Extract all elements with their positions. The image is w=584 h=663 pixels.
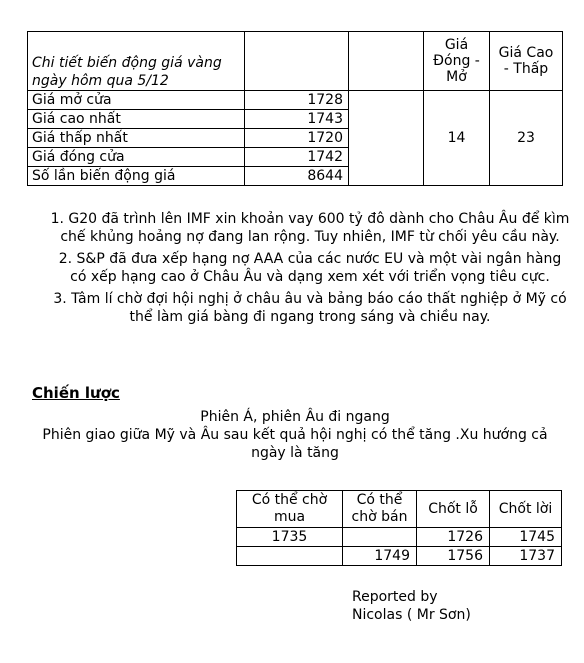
- header-high-low: Giá Cao - Thấp: [490, 32, 563, 91]
- header-sell: Có thể chờ bán: [343, 491, 417, 528]
- header-empty-cell: [245, 32, 349, 91]
- row-label: Giá đóng cửa: [28, 148, 245, 167]
- empty-cell: [349, 148, 424, 167]
- row-value: 1743: [245, 110, 349, 129]
- row-label: Giá thấp nhất: [28, 129, 245, 148]
- empty-cell: [349, 91, 424, 110]
- author-name: Nicolas ( Mr Sơn): [352, 607, 471, 623]
- news-list: [50, 210, 570, 330]
- strategy-text: [30, 408, 560, 462]
- empty-cell: [349, 110, 424, 129]
- trade-cell: 1737: [490, 547, 562, 566]
- strategy-line: Phiên giao giữa Mỹ và Âu sau kết quả hội nghị có thể tăng .Xu hướng cả ngày là tăng: [42, 427, 548, 461]
- news-item: 1. G20 đã trình lên IMF xin khoản vay 600 tỷ đô dành cho Châu Âu để kìm chế khủng hoảng nợ đang lan rộng. Tuy nhiên, IMF từ chối yêu cầu này.: [50, 211, 570, 245]
- trade-cell: 1749: [343, 547, 417, 566]
- row-label: Giá cao nhất: [28, 110, 245, 129]
- trade-cell: [343, 528, 417, 547]
- summary-title: Chi tiết biến động giá vàng ngày hôm qua 5/12: [28, 32, 245, 91]
- row-value: 8644: [245, 167, 349, 186]
- row-value: 1720: [245, 129, 349, 148]
- high-low-value: 23: [490, 91, 563, 186]
- header-empty-cell: [349, 32, 424, 91]
- empty-cell: [349, 129, 424, 148]
- reported-by-label: Reported by: [352, 589, 438, 605]
- trade-cell: 1756: [417, 547, 490, 566]
- header-open-close: Giá Đóng - Mở: [424, 32, 490, 91]
- price-summary-table: [27, 31, 563, 186]
- row-value: 1728: [245, 91, 349, 110]
- row-value: 1742: [245, 148, 349, 167]
- row-label: Số lần biến động giá: [28, 167, 245, 186]
- news-item: 3. Tâm lí chờ đợi hội nghị ở châu âu và bảng báo cáo thất nghiệp ở Mỹ có thể làm giá bàng đi ngang trong sáng và chiều nay.: [53, 291, 567, 325]
- news-item: 2. S&P đã đưa xếp hạng nợ AAA của các nước EU và một vài ngân hàng có xếp hạng cao ở Châu Âu và dạng xem xét với triển vọng tiêu cực.: [58, 251, 562, 285]
- report-footer: [352, 588, 471, 624]
- header-buy: Có thể chờ mua: [237, 491, 343, 528]
- trade-cell: 1745: [490, 528, 562, 547]
- trade-plan-table: [236, 490, 562, 566]
- header-take-profit: Chốt lời: [490, 491, 562, 528]
- strategy-heading: Chiến lược: [32, 384, 120, 402]
- strategy-line: Phiên Á, phiên Âu đi ngang: [200, 409, 390, 425]
- empty-cell: [349, 167, 424, 186]
- row-label: Giá mở cửa: [28, 91, 245, 110]
- trade-cell: [237, 547, 343, 566]
- header-stop-loss: Chốt lỗ: [417, 491, 490, 528]
- trade-cell: 1726: [417, 528, 490, 547]
- trade-cell: 1735: [237, 528, 343, 547]
- open-close-value: 14: [424, 91, 490, 186]
